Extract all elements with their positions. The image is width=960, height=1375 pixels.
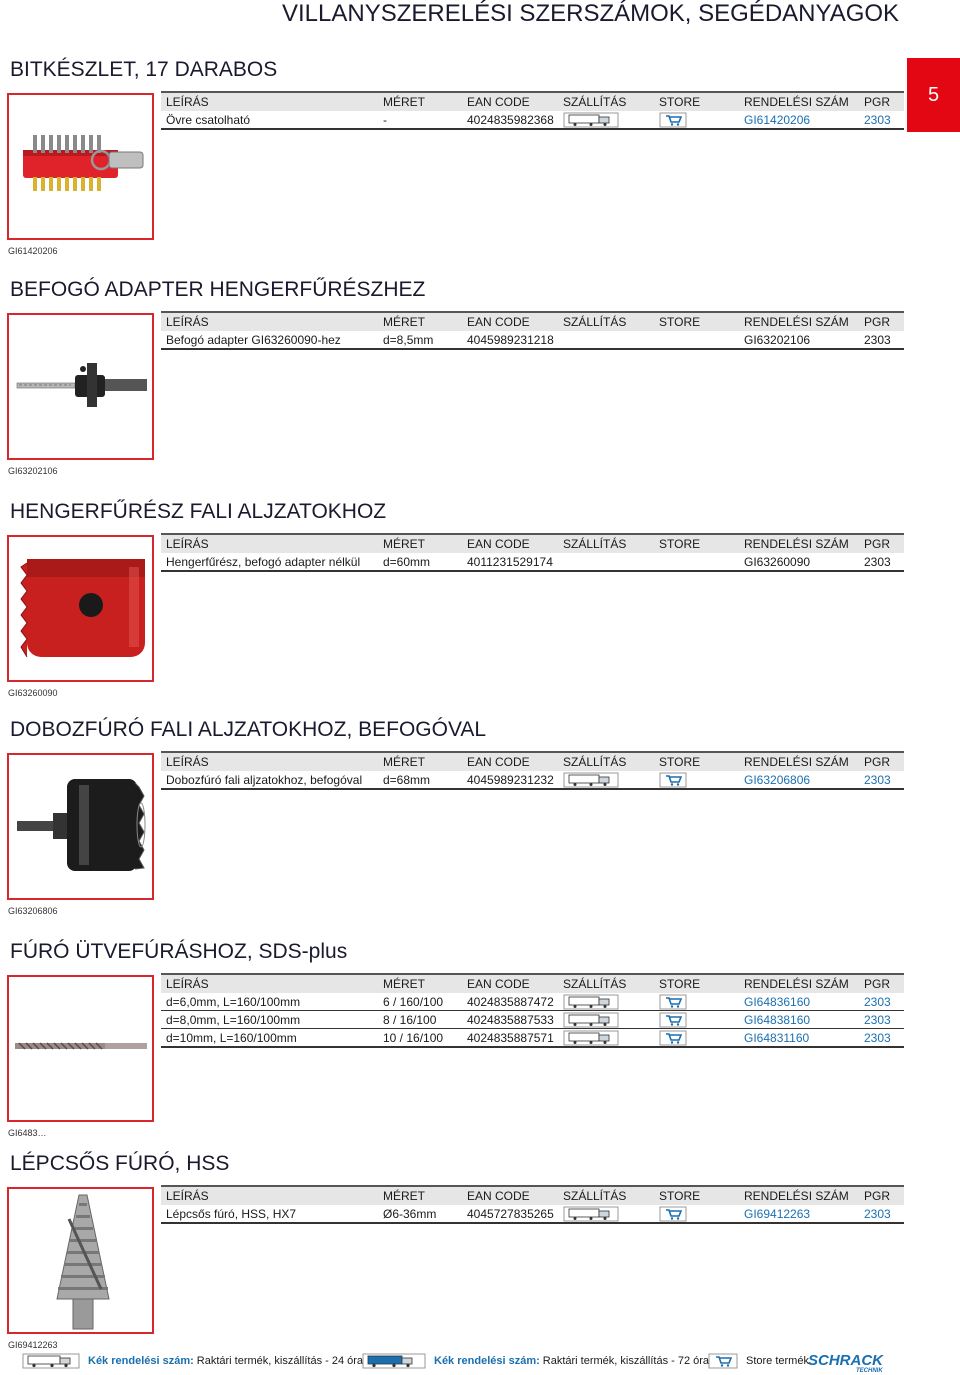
legend-truck-72h xyxy=(362,1353,709,1369)
cell-description: d=8,0mm, L=160/100mm xyxy=(161,1011,378,1029)
product-table xyxy=(161,973,904,1048)
truck-icon xyxy=(563,772,619,788)
col-shipping: SZÁLLÍTÁS xyxy=(558,312,654,331)
col-order-number: RENDELÉSI SZÁM xyxy=(739,92,859,111)
col-ean: EAN CODE xyxy=(462,974,558,993)
cell-pgr: 2303 xyxy=(859,771,904,789)
col-pgr: PGR xyxy=(859,974,904,993)
bit-set-icon xyxy=(9,95,152,238)
footer-legend xyxy=(0,1349,960,1375)
image-code: GI6483… xyxy=(8,1128,47,1138)
truck-icon xyxy=(563,1206,619,1222)
cell-pgr: 2303 xyxy=(859,331,904,349)
cell-pgr: 2303 xyxy=(859,553,904,571)
cart-icon xyxy=(659,112,687,128)
col-order-number: RENDELÉSI SZÁM xyxy=(739,534,859,553)
col-order-number: RENDELÉSI SZÁM xyxy=(739,752,859,771)
truck-icon xyxy=(22,1353,80,1369)
truck-icon xyxy=(563,1012,619,1028)
product-table xyxy=(161,311,904,350)
product-table xyxy=(161,533,904,572)
col-pgr: PGR xyxy=(859,312,904,331)
col-description: LEÍRÁS xyxy=(161,1186,378,1205)
order-number-link[interactable]: GI69412263 xyxy=(739,1205,859,1223)
col-ean: EAN CODE xyxy=(462,752,558,771)
cell-shipping xyxy=(558,1011,654,1029)
cell-ean: 4024835887533 xyxy=(462,1011,558,1029)
image-code: GI63206806 xyxy=(8,906,58,916)
table-header-row xyxy=(161,534,904,553)
order-number-link: GI63260090 xyxy=(739,553,859,571)
image-code: GI69412263 xyxy=(8,1340,58,1350)
cell-size: 6 / 160/100 xyxy=(378,993,462,1011)
col-pgr: PGR xyxy=(859,752,904,771)
cell-store xyxy=(654,993,739,1011)
table-row xyxy=(161,1029,904,1048)
cart-icon xyxy=(659,1012,687,1028)
legend-text-1: Raktári termék, kiszállítás - 24 óra xyxy=(196,1355,364,1367)
table-header-row xyxy=(161,312,904,331)
cell-description: Övre csatolható xyxy=(161,111,378,129)
col-size: MÉRET xyxy=(378,1186,462,1205)
cell-store xyxy=(654,1011,739,1029)
cell-ean: 4045989231232 xyxy=(462,771,558,789)
order-number-link[interactable]: GI61420206 xyxy=(739,111,859,129)
cell-ean: 4011231529174 xyxy=(462,553,558,571)
cell-ean: 4024835982368 xyxy=(462,111,558,129)
cell-size: d=60mm xyxy=(378,553,462,571)
cell-size: - xyxy=(378,111,462,129)
col-shipping: SZÁLLÍTÁS xyxy=(558,92,654,111)
truck-icon xyxy=(563,1030,619,1046)
col-shipping: SZÁLLÍTÁS xyxy=(558,534,654,553)
cell-description: d=6,0mm, L=160/100mm xyxy=(161,993,378,1011)
cell-ean: 4045989231218 xyxy=(462,331,558,349)
table-row xyxy=(161,553,904,571)
truck-icon xyxy=(563,112,619,128)
col-description: LEÍRÁS xyxy=(161,92,378,111)
col-store: STORE xyxy=(654,92,739,111)
legend-store-text: Store termék xyxy=(746,1355,809,1367)
section-title: BEFOGÓ ADAPTER HENGERFŰRÉSZHEZ xyxy=(10,278,426,301)
cell-description: Dobozfúró fali aljzatokhoz, befogóval xyxy=(161,771,378,789)
col-ean: EAN CODE xyxy=(462,312,558,331)
col-store: STORE xyxy=(654,312,739,331)
product-image xyxy=(7,313,154,460)
table-row xyxy=(161,1205,904,1223)
sds-drill-bit-icon xyxy=(9,977,152,1120)
cell-size: 8 / 16/100 xyxy=(378,1011,462,1029)
legend-blue-label-1: Kék rendelési szám: xyxy=(88,1355,194,1367)
table-row xyxy=(161,111,904,129)
logo-sub: TECHNIK xyxy=(856,1368,883,1373)
cell-store xyxy=(654,553,739,571)
cell-store xyxy=(654,111,739,129)
table-header-row xyxy=(161,974,904,993)
cell-description: Hengerfűrész, befogó adapter nélkül xyxy=(161,553,378,571)
table-row xyxy=(161,331,904,349)
cell-size: Ø6-36mm xyxy=(378,1205,462,1223)
cell-pgr: 2303 xyxy=(859,1011,904,1029)
col-description: LEÍRÁS xyxy=(161,312,378,331)
section-title: BITKÉSZLET, 17 DARABOS xyxy=(10,58,278,81)
col-ean: EAN CODE xyxy=(462,534,558,553)
logo-text: SCHRACK xyxy=(808,1352,883,1369)
col-pgr: PGR xyxy=(859,534,904,553)
cell-store xyxy=(654,771,739,789)
cell-description: Lépcsős fúró, HSS, HX7 xyxy=(161,1205,378,1223)
cell-pgr: 2303 xyxy=(859,111,904,129)
section-title: DOBOZFÚRÓ FALI ALJZATOKHOZ, BEFOGÓVAL xyxy=(10,718,487,741)
cell-shipping xyxy=(558,111,654,129)
image-code: GI61420206 xyxy=(8,246,58,256)
order-number-link[interactable]: GI64836160 xyxy=(739,993,859,1011)
hole-saw-icon xyxy=(9,537,152,680)
cart-icon xyxy=(659,772,687,788)
section-title: HENGERFŰRÉSZ FALI ALJZATOKHOZ xyxy=(10,500,387,523)
col-store: STORE xyxy=(654,752,739,771)
table-row xyxy=(161,993,904,1011)
col-shipping: SZÁLLÍTÁS xyxy=(558,974,654,993)
order-number-link: GI63202106 xyxy=(739,331,859,349)
product-table xyxy=(161,1185,904,1224)
col-size: MÉRET xyxy=(378,974,462,993)
cell-store xyxy=(654,1029,739,1048)
image-code: GI63202106 xyxy=(8,466,58,476)
table-header-row xyxy=(161,752,904,771)
product-table xyxy=(161,751,904,790)
product-image xyxy=(7,975,154,1122)
section-title: LÉPCSŐS FÚRÓ, HSS xyxy=(10,1152,230,1175)
adapter-icon xyxy=(9,315,152,458)
truck-icon xyxy=(563,994,619,1010)
product-image xyxy=(7,1187,154,1334)
col-size: MÉRET xyxy=(378,312,462,331)
cell-store xyxy=(654,1205,739,1223)
cell-pgr: 2303 xyxy=(859,993,904,1011)
cell-pgr: 2303 xyxy=(859,1205,904,1223)
order-number-link[interactable]: GI64831160 xyxy=(739,1029,859,1048)
col-size: MÉRET xyxy=(378,752,462,771)
order-number-link[interactable]: GI64838160 xyxy=(739,1011,859,1029)
table-header-row xyxy=(161,92,904,111)
col-shipping: SZÁLLÍTÁS xyxy=(558,752,654,771)
col-order-number: RENDELÉSI SZÁM xyxy=(739,1186,859,1205)
col-description: LEÍRÁS xyxy=(161,534,378,553)
table-row xyxy=(161,771,904,789)
col-description: LEÍRÁS xyxy=(161,974,378,993)
cart-icon xyxy=(659,994,687,1010)
cell-shipping xyxy=(558,1029,654,1048)
cell-shipping xyxy=(558,1205,654,1223)
image-code: GI63260090 xyxy=(8,688,58,698)
col-order-number: RENDELÉSI SZÁM xyxy=(739,974,859,993)
col-ean: EAN CODE xyxy=(462,1186,558,1205)
cell-description: Befogó adapter GI63260090-hez xyxy=(161,331,378,349)
col-store: STORE xyxy=(654,534,739,553)
cell-size: d=8,5mm xyxy=(378,331,462,349)
page-title: VILLANYSZERELÉSI SZERSZÁMOK, SEGÉDANYAGOK xyxy=(282,0,900,27)
col-size: MÉRET xyxy=(378,92,462,111)
cell-description: d=10mm, L=160/100mm xyxy=(161,1029,378,1048)
cell-ean: 4045727835265 xyxy=(462,1205,558,1223)
legend-blue-label-2: Kék rendelési szám: xyxy=(434,1355,540,1367)
cart-icon xyxy=(708,1353,738,1369)
product-image xyxy=(7,753,154,900)
col-store: STORE xyxy=(654,1186,739,1205)
cell-store xyxy=(654,331,739,349)
cart-icon xyxy=(659,1030,687,1046)
legend-text-2: Raktári termék, kiszállítás - 72 óra xyxy=(542,1355,710,1367)
table-header-row xyxy=(161,1186,904,1205)
page-number-badge: 5 xyxy=(907,58,960,132)
cell-shipping xyxy=(558,331,654,349)
col-pgr: PGR xyxy=(859,92,904,111)
col-description: LEÍRÁS xyxy=(161,752,378,771)
cell-size: 10 / 16/100 xyxy=(378,1029,462,1048)
cell-shipping xyxy=(558,553,654,571)
product-image xyxy=(7,535,154,682)
box-drill-icon xyxy=(9,755,152,898)
section-title: FÚRÓ ÜTVEFÚRÁSHOZ, SDS-plus xyxy=(10,940,348,963)
order-number-link[interactable]: GI63206806 xyxy=(739,771,859,789)
cell-ean: 4024835887571 xyxy=(462,1029,558,1048)
cell-ean: 4024835887472 xyxy=(462,993,558,1011)
col-size: MÉRET xyxy=(378,534,462,553)
cart-icon xyxy=(659,1206,687,1222)
step-drill-icon xyxy=(9,1189,152,1332)
col-order-number: RENDELÉSI SZÁM xyxy=(739,312,859,331)
cell-shipping xyxy=(558,771,654,789)
legend-truck-24h xyxy=(22,1353,363,1369)
col-ean: EAN CODE xyxy=(462,92,558,111)
col-pgr: PGR xyxy=(859,1186,904,1205)
cell-shipping xyxy=(558,993,654,1011)
table-row xyxy=(161,1011,904,1029)
truck-blue-icon xyxy=(362,1353,426,1369)
col-shipping: SZÁLLÍTÁS xyxy=(558,1186,654,1205)
legend-store xyxy=(708,1353,809,1369)
cell-pgr: 2303 xyxy=(859,1029,904,1048)
product-image xyxy=(7,93,154,240)
col-store: STORE xyxy=(654,974,739,993)
product-table xyxy=(161,91,904,130)
cell-size: d=68mm xyxy=(378,771,462,789)
schrack-logo xyxy=(806,1351,896,1373)
